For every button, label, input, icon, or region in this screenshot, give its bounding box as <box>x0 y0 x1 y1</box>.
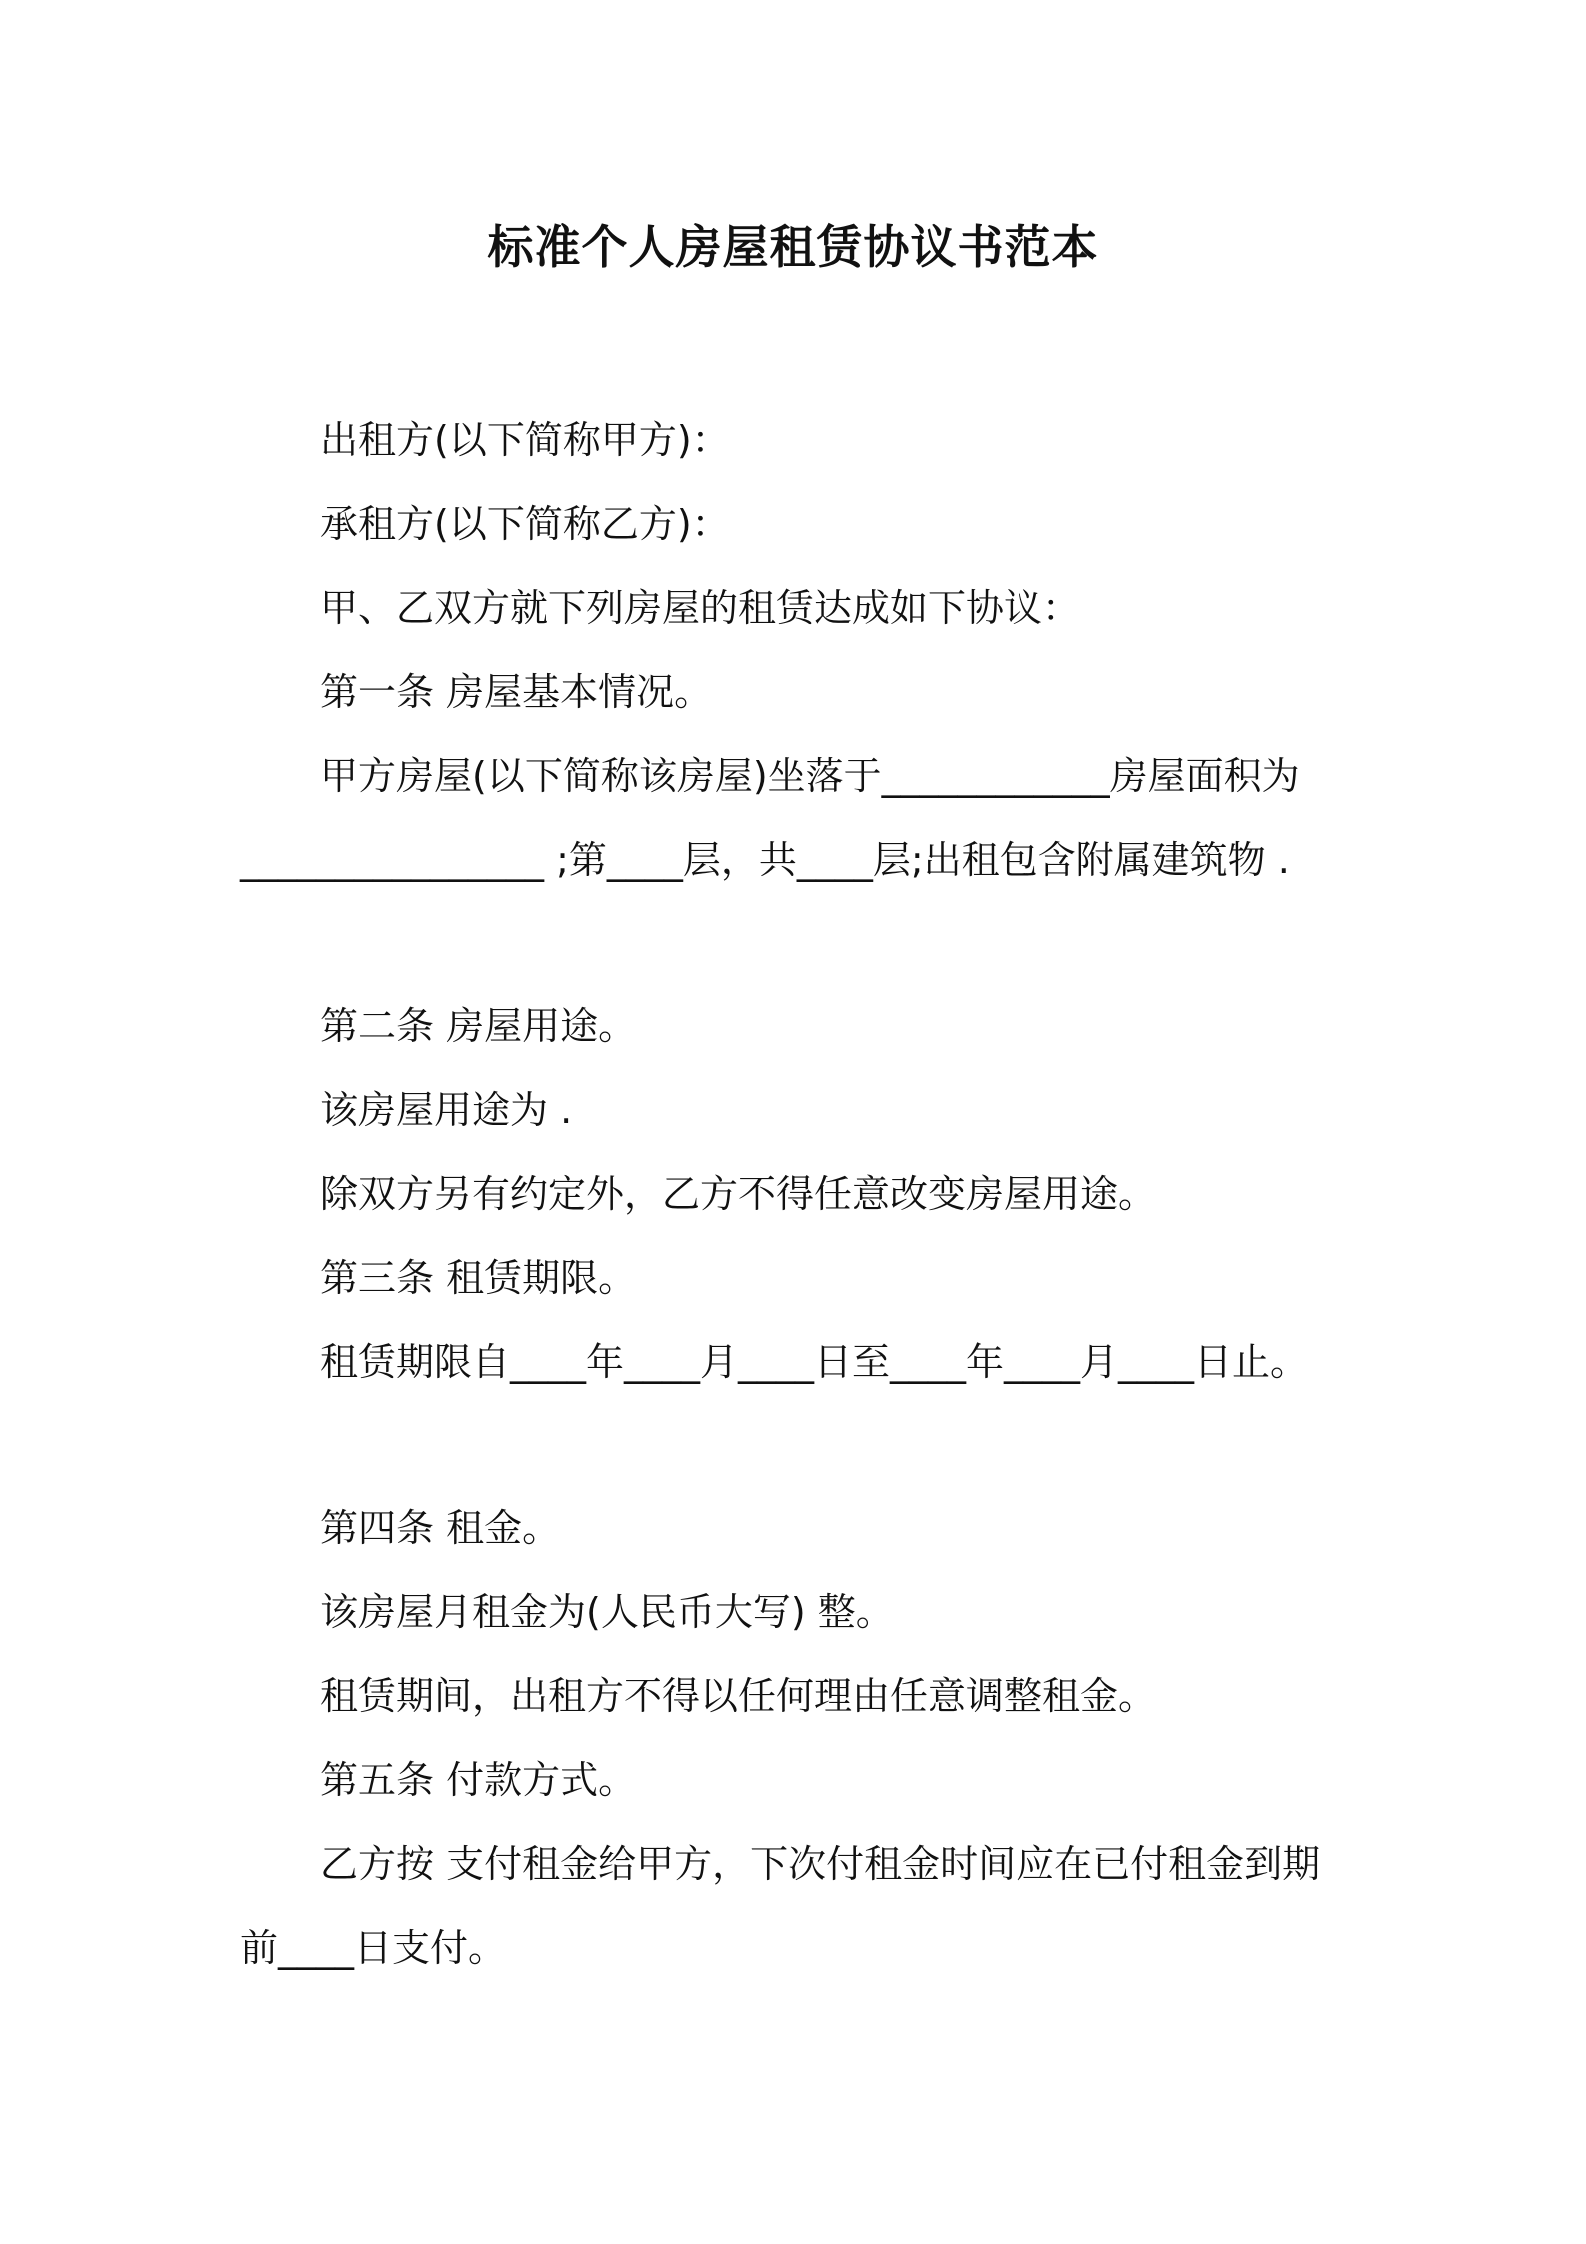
lessee-line: 承租方(以下简称乙方)： <box>320 502 730 546</box>
article-2-body: 该房屋用途为 . <box>320 1088 573 1132</box>
article-5-body: 乙方按 支付租金给甲方，下次付租金时间应在已付租金到期前____日支付。 <box>240 1842 1321 1970</box>
article-4-body: 该房屋月租金为(人民币大写) 整。 <box>320 1590 894 1634</box>
agreement-intro: 甲、乙双方就下列房屋的租赁达成如下协议： <box>320 586 1081 630</box>
article-1-body: 甲方房屋(以下简称该房屋)坐落于____________房屋面积为________________ ;第____层，共____层;出租包含附属建筑物 . <box>240 754 1300 882</box>
article-5-heading: 第五条 付款方式。 <box>320 1758 637 1802</box>
article-2-clause: 除双方另有约定外，乙方不得任意改变房屋用途。 <box>320 1172 1157 1216</box>
document-title: 标准个人房屋租赁协议书范本 <box>487 220 1099 274</box>
article-4-clause: 租赁期间，出租方不得以任何理由任意调整租金。 <box>320 1674 1157 1718</box>
article-4-heading: 第四条 租金。 <box>320 1506 561 1550</box>
article-3-body: 租赁期限自____年____月____日至____年____月____日止。 <box>320 1340 1309 1384</box>
article-1-heading: 第一条 房屋基本情况。 <box>320 670 713 714</box>
lessor-line: 出租方(以下简称甲方)： <box>320 418 730 462</box>
article-3-heading: 第三条 租赁期限。 <box>320 1256 637 1300</box>
article-2-heading: 第二条 房屋用途。 <box>320 1004 637 1048</box>
